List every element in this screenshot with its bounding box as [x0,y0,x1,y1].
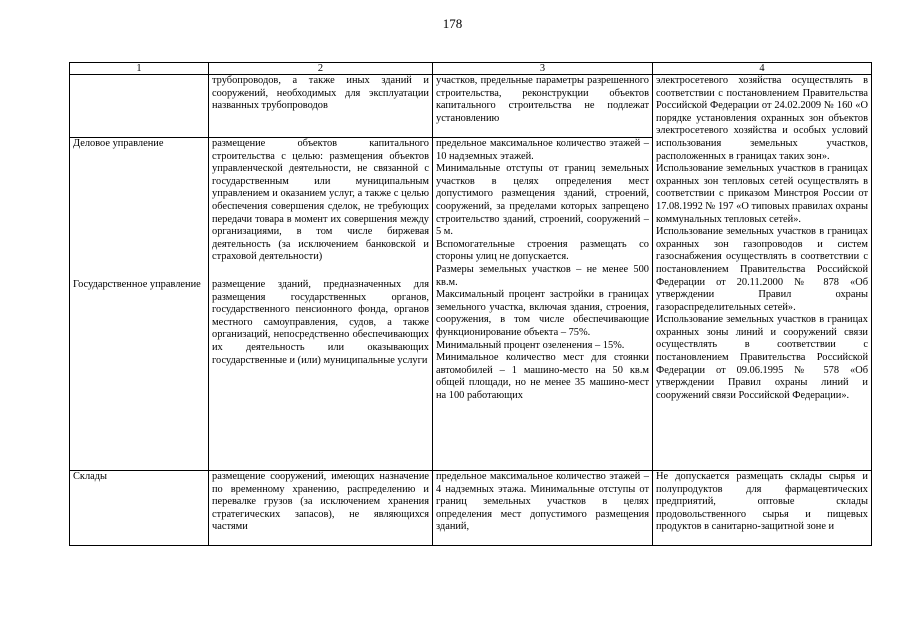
parameter-paragraph: Размеры земельных участков – не менее 500 кв.м. [436,263,649,288]
column-header-1: 1 [70,63,209,75]
column-header-4: 4 [653,63,872,75]
parameters-sklady: предельное максимальное количество этажей – 4 надземных этажа. Минимальные отступы от границ земельных участков в целях определения мест допустимого размещения зданий, [433,471,653,546]
cont-use-name-cell [70,75,209,138]
table-header-row [70,63,872,75]
parameter-paragraph: предельное максимальное количество этажей – 10 надземных этажей. [436,138,649,162]
regulations-table [69,62,872,546]
parameter-paragraph: Минимальное количество мест для стоянки автомобилей – 1 машино-место на 50 кв.м общей площади, но не менее 35 машино-мест на 100 работающих [436,352,649,401]
restriction-paragraph: Использование земельных участков в границах охранных зон газопроводов и систем газоснабжения осуществлять в соответствии с постановлением Правительства Российской Федерации от 20.11.2000 № 878 «Об утверждении Правил охраны газораспределительных сетей». [656,226,868,313]
parameter-paragraph: Вспомогательные строения размещать со стороны улиц не допускается. [436,238,649,263]
column-header-2: 2 [209,63,433,75]
parameter-paragraph: Максимальный процент застройки в границах земельного участка, включая здания, строения, сооружения, в том числе обеспечивающие функционирование объекта – 75%. [436,289,649,338]
restrictions-sklady: Не допускается размещать склады сырья и полупродуктов для фармацевтических предприятий, оптовые склады продовольственного сырья и пищевых продуктов в санитарно-защитной зоне и [653,471,872,546]
restriction-paragraph: электросетевого хозяйства осуществлять в соответствии с постановлением Правительства Российской Федерации от 24.02.2009 № 160 «О порядке установления охранных зон объектов электросетевого хозяйства и особых условий использования земельных участков, расположенных в границах таких зон». [656,75,868,162]
cont-parameters-cell: участков, предельные параметры разрешенного строительства, реконструкции объектов капитального строительства не подлежат установлению [433,75,653,138]
table-row-sklady [70,471,872,546]
column-header-3: 3 [433,63,653,75]
restriction-paragraph: Использование земельных участков в границах охранных зоны линий и сооружений связи осуществлять в соответствии с постановлением Правительства Российской Федерации от 09.06.1995 № 578 «Об утверждении Правил охраны линий и сооружений связи Российской Федерации». [656,314,868,401]
cont-description-cell: трубопроводов, а также иных зданий и сооружений, необходимых для эксплуатации названных трубопроводов [209,75,433,138]
page-number: 178 [442,16,463,31]
parameter-paragraph: Минимальные отступы от границ земельных участков в целях определения мест допустимого размещения зданий, строений, сооружений, за пределами которых запрещено строительство зданий, строений, сооружений – 5 м. [436,163,649,238]
restrictions-cell [653,75,872,471]
use-name-delovoe: Деловое управление [70,138,209,280]
description-sklady: размещение сооружений, имеющих назначение по временному хранению, распределению и перевалке грузов (за исключением хранения стратегических запасов), не являющихся частями [209,471,433,546]
use-name-sklady: Склады [70,471,209,546]
use-name-gosudarstvennoe: Государственное управление [70,279,209,471]
restriction-paragraph: Использование земельных участков в границах охранных зон тепловых сетей осуществлять в соответствии с приказом Минстроя России от 17.08.1992 № 197 «О типовых правилах охраны коммунальных тепловых сетей». [656,163,868,225]
description-gosudarstvennoe: размещение зданий, предназначенных для размещения государственных органов, государственного пенсионного фонда, органов местного самоуправления, судов, а также организаций, непосредственно обеспечивающих их деятельность или оказывающих государственные и (или) муниципальные услуги [209,279,433,471]
description-delovoe: размещение объектов капитального строительства с целью: размещения объектов управленческой деятельности, не связанной с государственным или муниципальным управлением и оказанием услуг, а также с целью обеспечения совершения сделок, не требующих передачи товара в момент их совершения между организациями, в том числе биржевая деятельность (за исключением банковской и страховой деятельности) [209,138,433,280]
table-row-continuation [70,75,872,138]
parameters-cell [433,138,653,471]
parameter-paragraph: Минимальный процент озеленения – 15%. [436,339,625,351]
